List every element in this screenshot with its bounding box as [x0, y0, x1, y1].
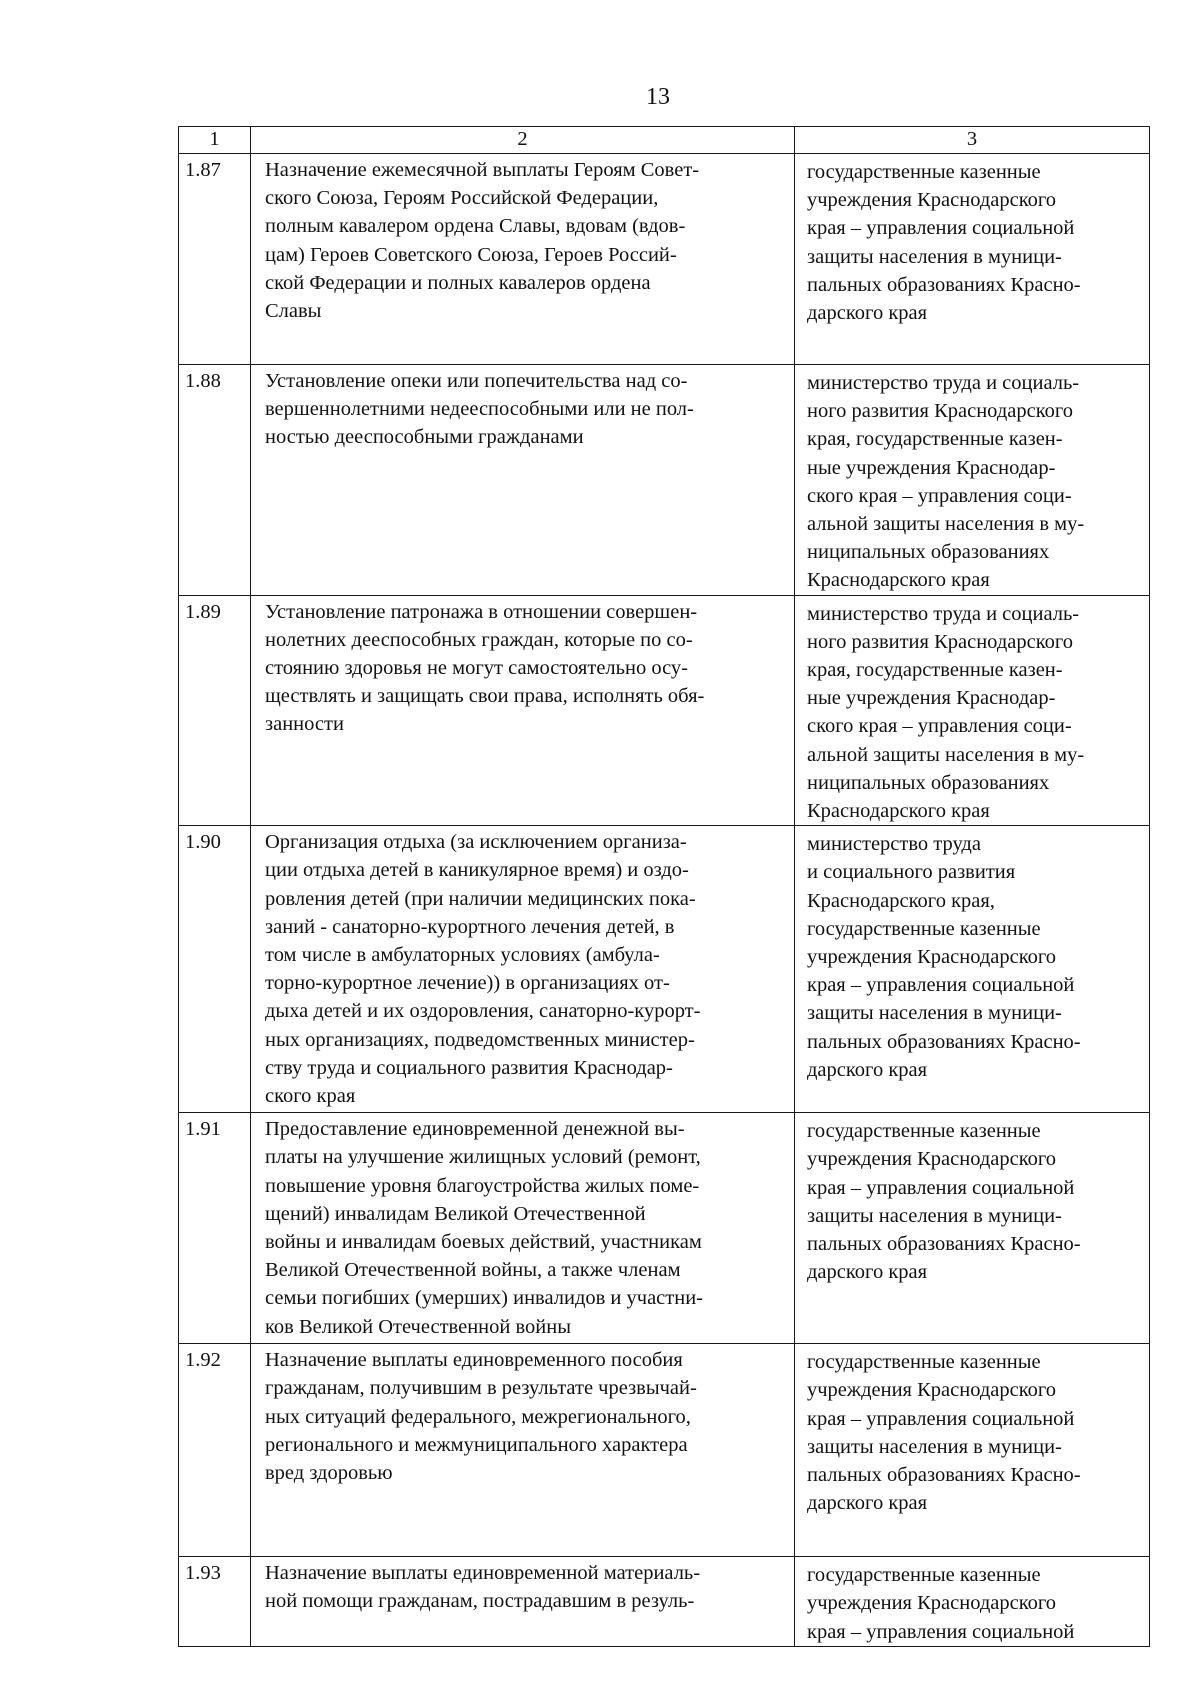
page-number: 13 [646, 84, 670, 110]
service-description [251, 1557, 795, 1647]
responsible-authority [795, 1113, 1150, 1344]
description-line: занности [265, 713, 344, 736]
description-line: повышение уровня благоустройства жилых поме- [265, 1174, 700, 1197]
authority-line: края, государственные казен- [807, 428, 1063, 451]
row-number: 1.92 [179, 1344, 251, 1557]
authority-line: учреждения Краснодарского [807, 946, 1057, 969]
row-number: 1.93 [179, 1557, 251, 1647]
authority-line: министерство труда и социаль- [807, 602, 1080, 625]
service-description [251, 1113, 795, 1344]
description-line: заний - санаторно-курортного лечения детей, в [265, 915, 675, 938]
service-description [251, 154, 795, 365]
authority-line: Краснодарского края, [807, 889, 995, 912]
responsible-authority [795, 595, 1150, 826]
authority-line: края – управления социальной [807, 1176, 1075, 1199]
description-line: ции отдыха детей в каникулярное время) и оздо- [265, 859, 689, 882]
authority-line: края, государственные казен- [807, 659, 1063, 682]
description-line: нолетних дееспособных граждан, которые по со- [265, 628, 693, 651]
description-line: ского Союза, Героям Российской Федерации, [265, 187, 659, 210]
description-line: Славы [265, 300, 322, 323]
responsible-authority [795, 154, 1150, 365]
description-line: Назначение выплаты единовременной материаль- [265, 1562, 701, 1585]
authority-line: ные учреждения Краснодар- [807, 687, 1056, 710]
authority-line: пальных образованиях Красно- [807, 1233, 1081, 1256]
description-line: полным кавалером ордена Славы, вдовам (вдов- [265, 215, 686, 238]
authority-line: учреждения Краснодарского [807, 1148, 1057, 1171]
authority-line: ского края – управления соци- [807, 715, 1072, 738]
authority-line: края – управления социальной [807, 1407, 1075, 1430]
authority-line: учреждения Краснодарского [807, 1379, 1057, 1402]
authority-line: государственные казенные [807, 1564, 1041, 1587]
description-line: Установление патронажа в отношении совершен- [265, 600, 698, 623]
description-line: вред здоровью [265, 1462, 393, 1485]
authority-line: края – управления социальной [807, 1620, 1075, 1643]
authority-line: министерство труда и социаль- [807, 372, 1080, 394]
authority-line: дарского края [807, 1058, 928, 1081]
description-line: Назначение ежемесячной выплаты Героям Совет- [265, 159, 700, 181]
description-line: войны и инвалидам боевых действий, участникам [265, 1231, 702, 1254]
table-row [179, 595, 1150, 826]
description-line: ных организациях, подведомственных министер- [265, 1028, 695, 1051]
authority-line: защиты населения в муници- [807, 245, 1062, 268]
description-line: стоянию здоровья не могут самостоятельно осу- [265, 657, 689, 680]
description-line: Великой Отечественной войны, а также членам [265, 1259, 681, 1282]
description-line: вершеннолетними недееспособными или не пол- [265, 398, 694, 421]
authority-line: государственные казенные [807, 161, 1041, 183]
authority-line: ные учреждения Краснодар- [807, 456, 1056, 479]
authority-line: и социального развития [807, 861, 1016, 884]
authority-line: защиты населения в муници- [807, 1204, 1062, 1227]
service-description [251, 365, 795, 596]
row-number: 1.90 [179, 826, 251, 1113]
authority-line: Краснодарского края [807, 800, 990, 823]
description-line: ностью дееспособными гражданами [265, 426, 584, 449]
authority-line: альной защиты населения в му- [807, 743, 1085, 766]
authority-line: края – управления социальной [807, 217, 1075, 240]
authority-line: дарского края [807, 302, 928, 325]
header-col-3: 3 [795, 127, 1150, 154]
table-row [179, 826, 1150, 1113]
authority-line: государственные казенные [807, 1120, 1041, 1143]
authority-line: Краснодарского края [807, 569, 990, 592]
description-line: ровления детей (при наличии медицинских пока- [265, 887, 696, 910]
description-line: платы на улучшение жилищных условий (ремонт, [265, 1146, 701, 1169]
authority-line: защиты населения в муници- [807, 1435, 1062, 1458]
authority-line: ного развития Краснодарского [807, 630, 1074, 653]
description-line: ству труда и социального развития Краснодар- [265, 1056, 673, 1079]
description-line: Установление опеки или попечительства над со- [265, 370, 688, 392]
table-row [179, 1344, 1150, 1557]
authority-line: ниципальных образованиях [807, 541, 1050, 564]
description-line: Назначение выплаты единовременного пособия [265, 1349, 683, 1372]
description-line: гражданам, получившим в результате чрезвычай- [265, 1377, 697, 1400]
description-line: том числе в амбулаторных условиях (амбула- [265, 944, 660, 967]
table-row [179, 1557, 1150, 1647]
authority-line: государственные казенные [807, 917, 1041, 940]
description-line: ской Федерации и полных кавалеров ордена [265, 271, 651, 294]
authority-line: министерство труда [807, 833, 981, 856]
description-line: ных ситуаций федерального, межрегионального, [265, 1405, 691, 1428]
responsible-authority [795, 1344, 1150, 1557]
description-line: ков Великой Отечественной войны [265, 1315, 571, 1338]
table-header-row [179, 127, 1150, 154]
description-line: семьи погибших (умерших) инвалидов и участни- [265, 1287, 704, 1310]
authority-line: государственные казенные [807, 1351, 1041, 1374]
authority-line: альной защиты населения в му- [807, 513, 1085, 536]
service-description [251, 826, 795, 1113]
authority-line: защиты населения в муници- [807, 1002, 1062, 1025]
description-line: Организация отдыха (за исключением организа- [265, 831, 687, 854]
authority-line: ского края – управления соци- [807, 484, 1072, 507]
responsible-authority [795, 1557, 1150, 1647]
table-row [179, 365, 1150, 596]
authority-line: пальных образованиях Красно- [807, 1030, 1081, 1053]
description-line: ществлять и защищать свои права, исполнять обя- [265, 685, 705, 708]
responsible-authority [795, 826, 1150, 1113]
description-line: регионального и межмуниципального характера [265, 1433, 688, 1456]
responsible-authority [795, 365, 1150, 596]
description-line: дыха детей и их оздоровления, санаторно-курорт- [265, 1000, 701, 1023]
table-row [179, 1113, 1150, 1344]
description-line: щений) инвалидам Великой Отечественной [265, 1202, 646, 1225]
row-number: 1.89 [179, 595, 251, 826]
table-row [179, 154, 1150, 365]
authority-line: пальных образованиях Красно- [807, 273, 1081, 296]
authority-line: дарского края [807, 1261, 928, 1284]
description-line: Предоставление единовременной денежной вы- [265, 1118, 685, 1141]
description-line: цам) Героев Советского Союза, Героев Россий- [265, 243, 677, 266]
service-description [251, 595, 795, 826]
row-number: 1.87 [179, 154, 251, 365]
authority-line: ниципальных образованиях [807, 771, 1050, 794]
authority-line: края – управления социальной [807, 974, 1075, 997]
row-number: 1.91 [179, 1113, 251, 1344]
description-line: ной помощи гражданам, пострадавшим в резуль- [265, 1590, 695, 1613]
service-description [251, 1344, 795, 1557]
authority-line: ного развития Краснодарского [807, 400, 1074, 423]
header-col-2: 2 [251, 127, 795, 154]
authority-line: пальных образованиях Красно- [807, 1464, 1081, 1487]
description-line: ского края [265, 1085, 356, 1108]
authority-line: учреждения Краснодарского [807, 189, 1057, 212]
authority-line: учреждения Краснодарского [807, 1592, 1057, 1615]
services-table [178, 126, 1150, 1647]
description-line: торно-курортное лечение)) в организациях от- [265, 972, 670, 995]
row-number: 1.88 [179, 365, 251, 596]
authority-line: дарского края [807, 1492, 928, 1515]
header-col-1: 1 [179, 127, 251, 154]
